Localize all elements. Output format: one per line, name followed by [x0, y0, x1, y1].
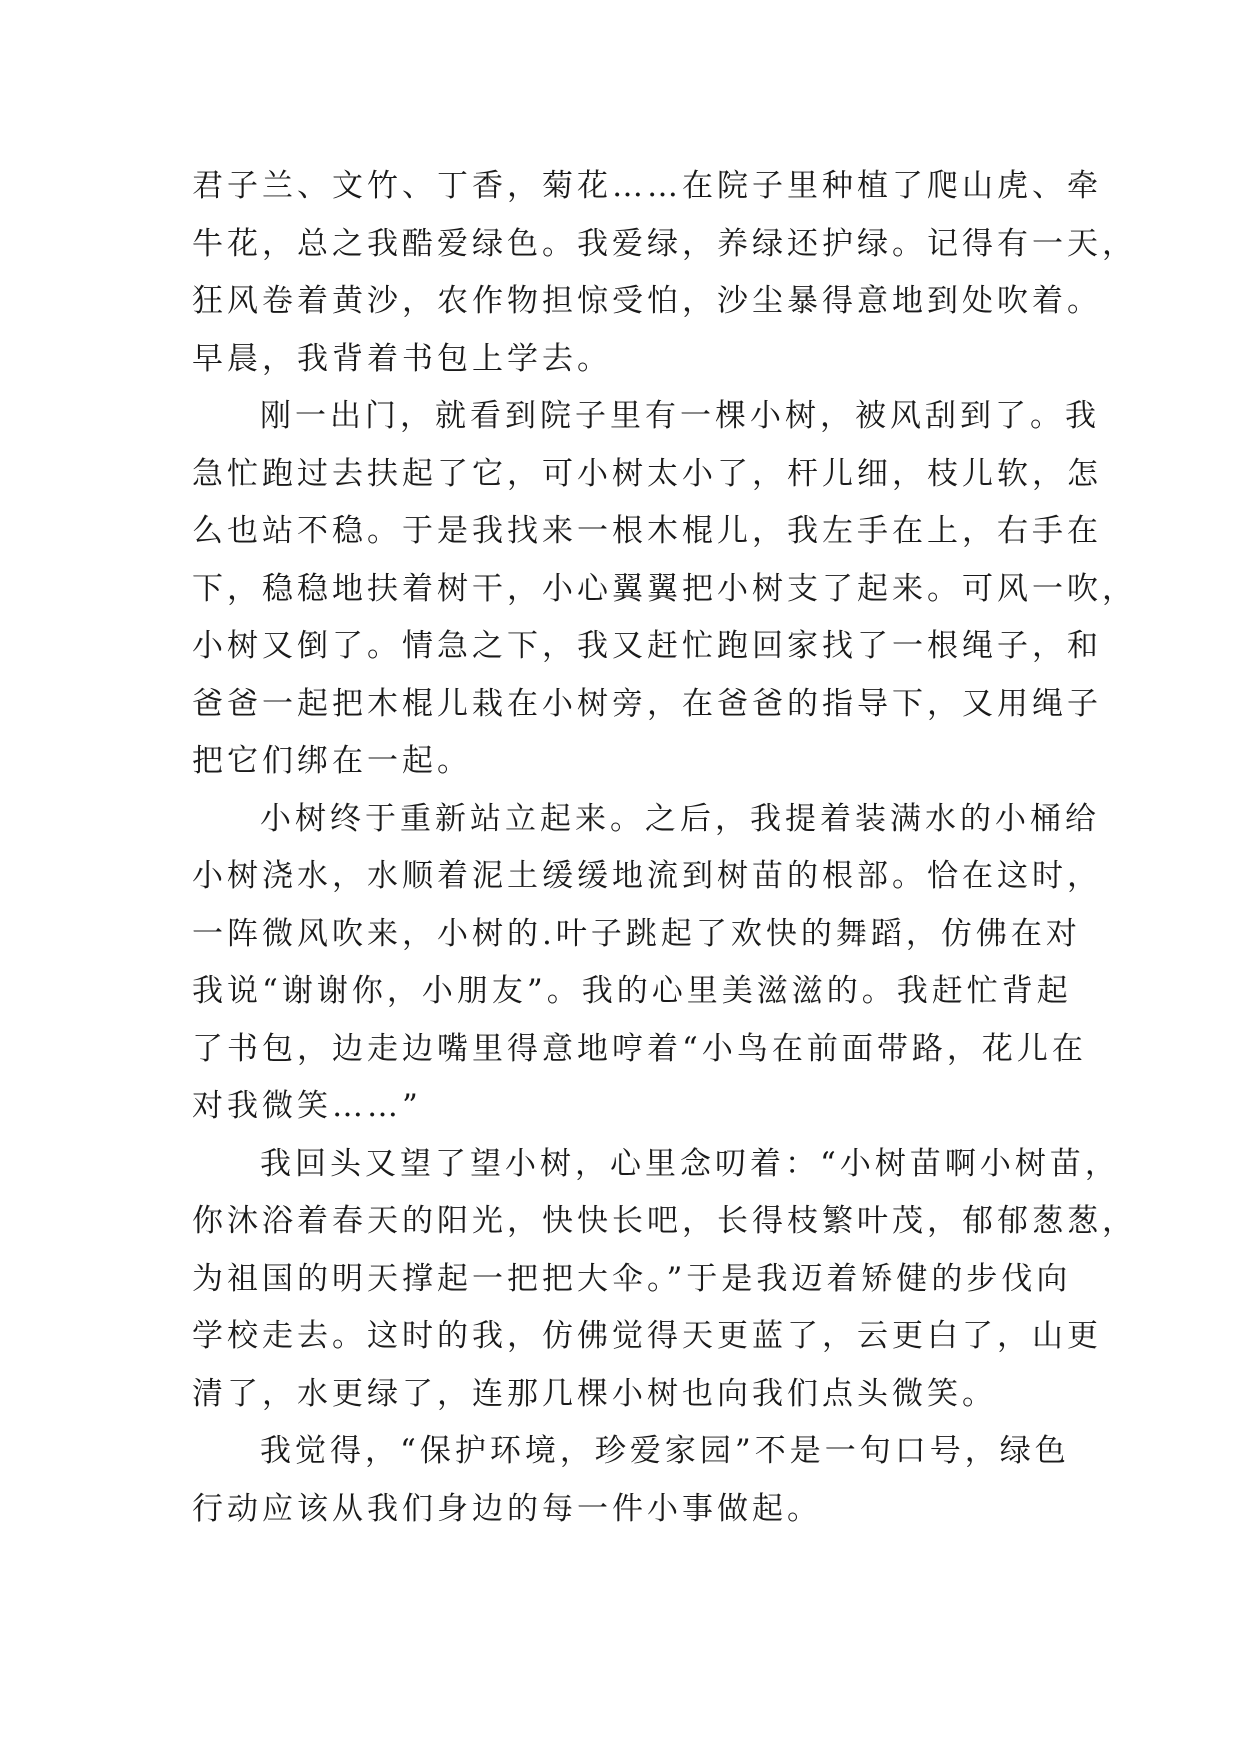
text-line: 清了，水更绿了，连那几棵小树也向我们点头微笑。: [192, 1375, 997, 1412]
text-line: 为祖国的明天撑起一把把大伞。”于是我迈着矫健的步伐向: [192, 1260, 1072, 1297]
text-line: 一阵微风吹来，小树的.叶子跳起了欢快的舞蹈，仿佛在对: [192, 915, 1081, 952]
text-line: 早晨，我背着书包上学去。: [192, 340, 612, 377]
text-line: 小树又倒了。情急之下，我又赶忙跑回家找了一根绳子，和: [192, 628, 1102, 664]
text-line: 小树浇水，水顺着泥土缓缓地流到树苗的根部。恰在这时，: [192, 858, 1102, 894]
text-line: 了书包，边走边嘴里得意地哼着“小鸟在前面带路，花儿在: [192, 1030, 1087, 1067]
essay-body: [192, 158, 1137, 1538]
text-line: 刚一出门，就看到院子里有一棵小树，被风刮到了。我: [260, 398, 1100, 434]
text-line: 小树终于重新站立起来。之后，我提着装满水的小桶给: [260, 800, 1100, 837]
text-line: 牛花，总之我酷爱绿色。我爱绿，养绿还护绿。记得有一天，: [192, 225, 1137, 262]
text-line: 我说“谢谢你，小朋友”。我的心里美滋滋的。我赶忙背起: [192, 973, 1072, 1009]
text-line: 把它们绑在一起。: [192, 743, 472, 779]
text-line: 我回头又望了望小树，心里念叨着：“小树苗啊小树苗，: [260, 1145, 1120, 1182]
text-line: 下，稳稳地扶着树干，小心翼翼把小树支了起来。可风一吹，: [192, 570, 1137, 607]
text-line: 行动应该从我们身边的每一件小事做起。: [192, 1490, 822, 1527]
text-line: 学校走去。这时的我，仿佛觉得天更蓝了，云更白了，山更: [192, 1318, 1102, 1354]
text-line: 我觉得，“保护环境，珍爱家园”不是一句口号，绿色: [260, 1433, 1070, 1469]
text-line: 么也站不稳。于是我找来一根木棍儿，我左手在上，右手在: [192, 513, 1102, 549]
text-line: 急忙跑过去扶起了它，可小树太小了，杆儿细，枝儿软，怎: [192, 455, 1102, 492]
text-line: 爸爸一起把木棍儿栽在小树旁，在爸爸的指导下，又用绳子: [192, 685, 1102, 722]
text-line: 对我微笑……”: [192, 1088, 422, 1124]
text-line: 君子兰、文竹、丁香，菊花……在院子里种植了爬山虎、牵: [192, 168, 1102, 204]
text-line: 狂风卷着黄沙，农作物担惊受怕，沙尘暴得意地到处吹着。: [192, 283, 1102, 319]
text-line: 你沐浴着春天的阳光，快快长吧，长得枝繁叶茂，郁郁葱葱，: [192, 1203, 1137, 1239]
